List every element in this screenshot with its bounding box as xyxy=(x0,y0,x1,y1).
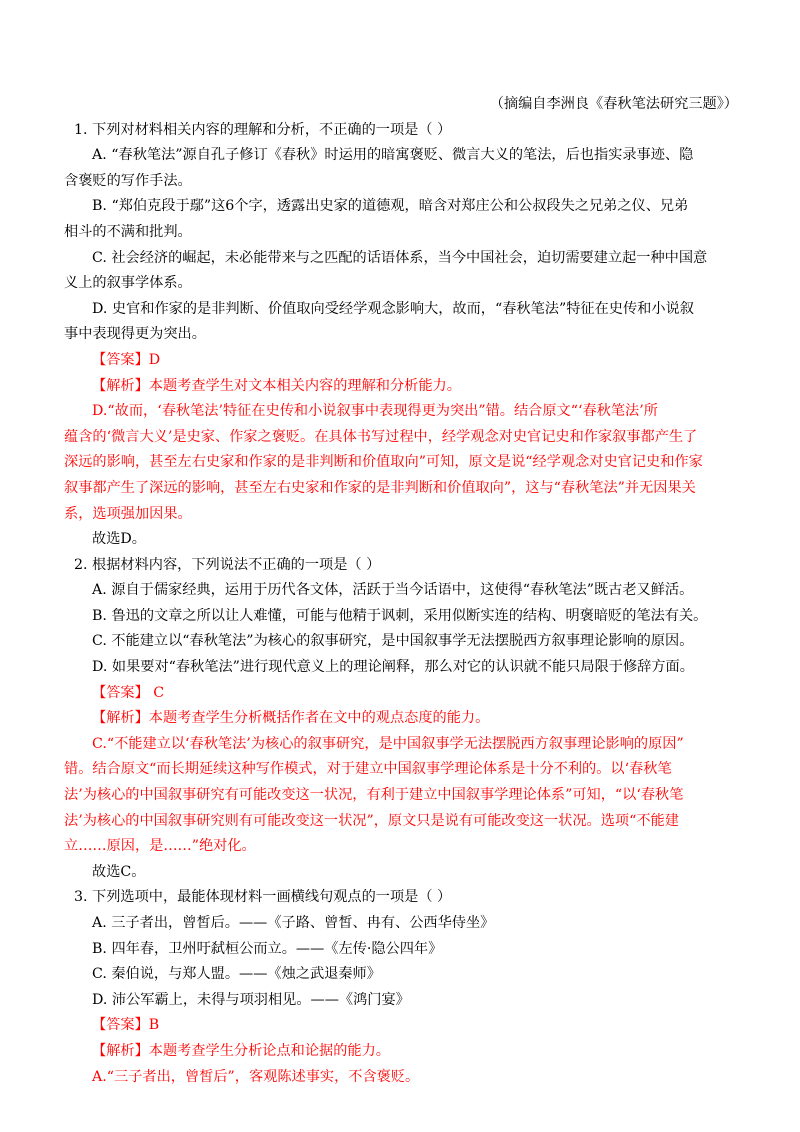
question-2 xyxy=(64,553,736,886)
analysis-label: 【解析】 xyxy=(92,1042,149,1059)
question-2-title: 2. 根据材料内容，下列说法不正确的一项是（ ） xyxy=(74,556,381,573)
question-3-analysis xyxy=(64,1039,736,1065)
question-1-option-b xyxy=(64,194,736,245)
question-3-option-d: D. 沛公军霸上，未得与项羽相见。——《鸿门宴》 xyxy=(92,991,410,1008)
question-3-option-c: C. 秦伯说，与郑人盟。——《烛之武退秦师》 xyxy=(92,966,381,983)
answer-label: 【答案】 xyxy=(92,684,149,701)
source-citation: （摘编自李洲良《春秋笔法研究三题》） xyxy=(489,96,738,112)
explanation-line: 蕴含的‘微言大义’是史家、作家之褒贬。在具体书写过程中，经学观念对史官记史和作家叙事都产生了 xyxy=(64,428,698,445)
question-1-explanation xyxy=(64,399,736,527)
analysis-text: 本题考查学生分析概括作者在文中的观点态度的能力。 xyxy=(148,710,490,727)
option-line: 含褒贬的写作手法。 xyxy=(64,172,192,189)
question-3-title: 3. 下列选项中，最能体现材料一画横线句观点的一项是（ ） xyxy=(74,889,452,906)
explanation-line: 叙事都产生了深远的影响，甚至左右史家和作家的是非判断和价值取向”，这与“春秋笔法”并无因果关 xyxy=(64,479,696,496)
question-2-analysis xyxy=(64,706,736,732)
analysis-label: 【解析】 xyxy=(92,377,149,394)
analysis-text: 本题考查学生分析论点和论据的能力。 xyxy=(148,1042,390,1059)
question-3 xyxy=(64,885,736,1090)
explanation-line: A.“三子者出，曾皙后”，客观陈述事实，不含褒贬。 xyxy=(92,1068,420,1085)
answer-value: C xyxy=(148,684,165,701)
answer-label: 【答案】 xyxy=(92,1017,149,1034)
question-1-choose: 故选D。 xyxy=(92,531,146,548)
question-1-answer xyxy=(64,348,736,374)
question-1 xyxy=(64,118,736,553)
explanation-line: 法’为核心的中国叙事研究有可能改变这一状况，有利于建立中国叙事学理论体系”可知，“以‘春秋笔 xyxy=(64,787,684,804)
option-line: 义上的叙事学体系。 xyxy=(64,275,192,292)
analysis-label: 【解析】 xyxy=(92,710,149,727)
answer-label: 【答案】 xyxy=(92,351,149,368)
option-line: C. 社会经济的崛起，未必能带来与之匹配的话语体系，当今中国社会，迫切需要建立起一种中国意 xyxy=(92,249,708,266)
question-1-title: 1. 下列对材料相关内容的理解和分析，不正确的一项是（ ） xyxy=(74,121,452,138)
explanation-line: 立……原因，是……”绝对化。 xyxy=(64,838,256,855)
question-1-option-d xyxy=(64,297,736,348)
explanation-line: 法’为核心的中国叙事研究则有可能改变这一状况”，原文只是说有可能改变这一状况。选项“不能建 xyxy=(64,812,679,829)
option-line: B. “郑伯克段于鄢”这6个字，透露出史家的道德观，暗含对郑庄公和公叔段失之兄弟之仪、兄弟 xyxy=(92,198,689,215)
analysis-text: 本题考查学生对文本相关内容的理解和分析能力。 xyxy=(148,377,461,394)
question-2-choose: 故选C。 xyxy=(92,863,146,880)
question-1-option-a xyxy=(64,143,736,194)
option-line: 相斗的不满和批判。 xyxy=(64,223,192,240)
question-2-option-c: C. 不能建立以“春秋笔法”为核心的叙事研究，是中国叙事学无法摆脱西方叙事理论影响的原因。 xyxy=(92,633,694,650)
question-3-option-b: B. 四年春，卫州吁弑桓公而立。——《左传·隐公四年》 xyxy=(92,940,443,957)
option-line: A. “春秋笔法”源自孔子修订《春秋》时运用的暗寓褒贬、微言大义的笔法，后也指实录事迹、隐 xyxy=(92,147,694,164)
question-3-explanation xyxy=(64,1065,736,1091)
question-3-option-a: A. 三子者出，曾皙后。——《子路、曾皙、冉有、公西华侍坐》 xyxy=(92,915,495,931)
option-line: D. 史官和作家的是非判断、价值取向受经学观念影响大，故而，“春秋笔法”特征在史传和小说叙 xyxy=(92,300,694,317)
question-2-option-b: B. 鲁迅的文章之所以让人难懂，可能与他精于讽刺，采用似断实连的结构、明褒暗贬的笔法有关。 xyxy=(92,607,708,624)
question-2-option-a: A. 源自于儒家经典，运用于历代各文体，活跃于当今话语中，这使得“春秋笔法”既古老又鲜活。 xyxy=(92,582,694,599)
explanation-line: 错。结合原文“而长期延续这种写作模式，对于建立中国叙事学理论体系是十分不利的。以‘春秋笔 xyxy=(64,761,672,778)
explanation-line: 深远的影响，甚至左右史家和作家的是非判断和价值取向”可知，原文是说“经学观念对史官记史和作家 xyxy=(64,454,703,471)
question-2-option-d: D. 如果要对“春秋笔法”进行现代意义上的理论阐释，那么对它的认识就不能只局限于修辞方面。 xyxy=(92,659,694,676)
explanation-line: C.“不能建立以‘春秋笔法’为核心的叙事研究，是中国叙事学无法摆脱西方叙事理论影响的原因” xyxy=(92,735,684,752)
question-2-answer xyxy=(64,681,736,707)
explanation-line: 系，选项强加因果。 xyxy=(64,505,192,522)
explanation-line: D.“故而，‘春秋笔法’特征在史传和小说叙事中表现得更为突出”错。结合原文“‘春秋笔法’所 xyxy=(92,403,658,420)
question-2-explanation xyxy=(64,732,736,860)
question-3-answer xyxy=(64,1013,736,1039)
answer-value: B xyxy=(148,1017,160,1034)
answer-value: D xyxy=(148,351,161,368)
question-1-analysis xyxy=(64,374,736,400)
question-1-option-c xyxy=(64,246,736,297)
option-line: 事中表现得更为突出。 xyxy=(64,326,206,343)
